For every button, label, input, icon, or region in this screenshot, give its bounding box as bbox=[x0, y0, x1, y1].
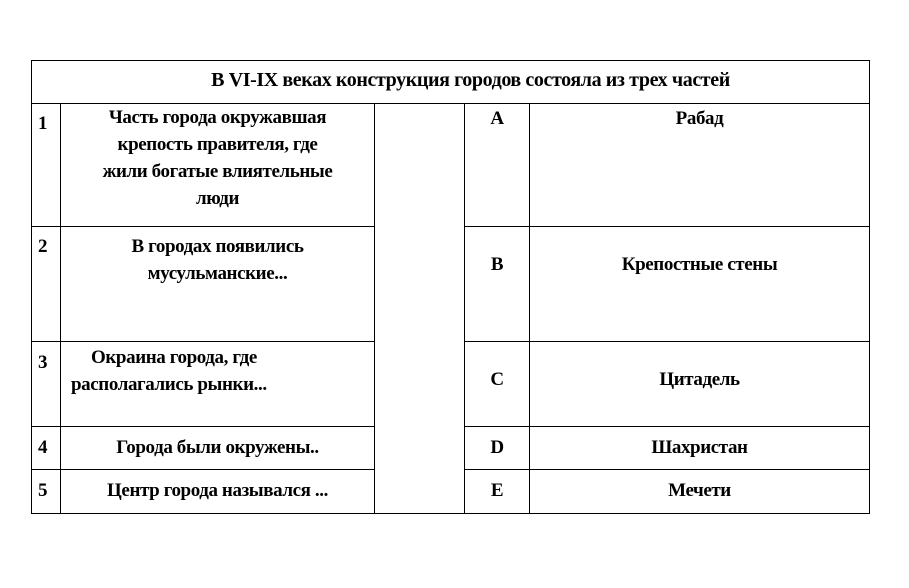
option-letter-e: E bbox=[490, 480, 504, 501]
option-letter-a: A bbox=[490, 108, 504, 129]
rowD-right-divider bbox=[464, 469, 870, 470]
row-number-2: 2 bbox=[38, 236, 48, 257]
option-answer-b: Крепостные стены bbox=[621, 254, 778, 275]
option-answer-d: Шахристан bbox=[651, 437, 748, 458]
task-1-line-4: люди bbox=[195, 188, 240, 209]
task-2-line-1: В городах появились bbox=[131, 236, 304, 257]
option-answer-e: Мечети bbox=[668, 480, 731, 501]
task-2 bbox=[61, 233, 374, 287]
task-4-line-1: Города были окружены.. bbox=[116, 437, 319, 458]
task-3-line-2: располагались рынки... bbox=[71, 374, 267, 395]
table-title: В VI-IX веках конструкция городов состояла из трех частей bbox=[211, 69, 730, 91]
task-1-line-2: крепость правителя, где bbox=[117, 134, 318, 155]
task-3 bbox=[61, 344, 374, 398]
task-5-line-1: Центр города назывался ... bbox=[107, 480, 328, 501]
table-top-border bbox=[31, 60, 870, 61]
task-1-line-1: Часть города окружавшая bbox=[108, 107, 327, 128]
row-number-1: 1 bbox=[38, 113, 48, 134]
row-number-4: 4 bbox=[38, 437, 48, 458]
task-2-line-2: мусульманские... bbox=[147, 263, 288, 284]
rowA-right-divider bbox=[464, 226, 870, 227]
task-1 bbox=[61, 104, 374, 212]
row1-left-divider bbox=[31, 226, 374, 227]
rowC-right-divider bbox=[464, 426, 870, 427]
task-column-right-border bbox=[374, 103, 375, 514]
row3-left-divider bbox=[31, 426, 374, 427]
row-number-5: 5 bbox=[38, 480, 48, 501]
row4-left-divider bbox=[31, 469, 374, 470]
task-3-line-1: Окраина города, где bbox=[91, 347, 257, 368]
row-number-3: 3 bbox=[38, 352, 48, 373]
rowB-right-divider bbox=[464, 341, 870, 342]
option-answer-c: Цитадель bbox=[659, 369, 740, 390]
table-right-border bbox=[869, 60, 870, 514]
task-5 bbox=[61, 477, 374, 504]
task-1-line-3: жили богатые влиятельные bbox=[102, 161, 333, 182]
option-letter-d: D bbox=[490, 437, 504, 458]
option-answer-a: Рабад bbox=[675, 108, 724, 129]
row2-left-divider bbox=[31, 341, 374, 342]
option-letter-b: B bbox=[490, 254, 504, 275]
task-4 bbox=[61, 434, 374, 461]
option-letter-c: C bbox=[490, 369, 504, 390]
table-bottom-border bbox=[31, 513, 870, 514]
